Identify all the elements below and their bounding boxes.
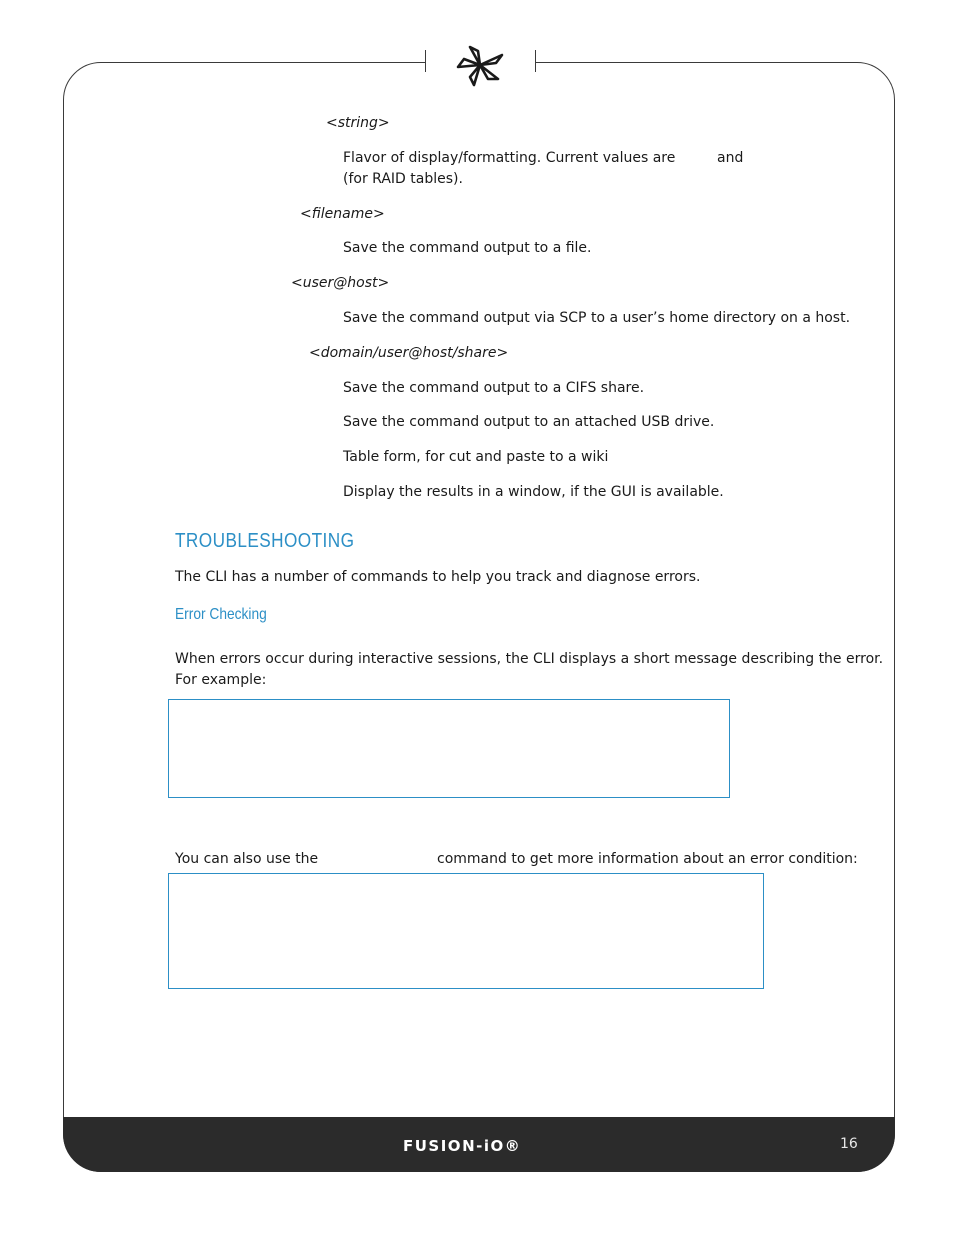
section-intro: The CLI has a number of commands to help you track and diagnose errors.	[175, 569, 701, 585]
option-user-host-desc: Save the command output via SCP to a user’s home directory on a host.	[343, 310, 851, 326]
option-string-desc-and: and	[717, 150, 744, 166]
option-gui-desc: Display the results in a window, if the GUI is available.	[343, 484, 724, 500]
paragraph-also-start: You can also use the	[175, 851, 319, 867]
option-filename-desc: Save the command output to a file.	[343, 240, 592, 256]
option-user-host: <user@host>	[291, 275, 390, 291]
section-title: TROUBLESHOOTING	[175, 530, 355, 552]
option-cifs-desc: Save the command output to a CIFS share.	[343, 380, 645, 396]
option-string-desc-cont: (for RAID tables).	[343, 171, 463, 187]
frame-tick-left	[425, 50, 426, 72]
code-example-box-2	[168, 873, 764, 989]
frame-tick-right	[535, 50, 536, 72]
brand-star-icon	[452, 43, 508, 87]
page-number: 16	[840, 1136, 858, 1152]
option-string: <string>	[326, 115, 390, 131]
paragraph-errors-line1: When errors occur during interactive sessions, the CLI displays a short message describing the error.	[175, 651, 884, 667]
option-filename: <filename>	[300, 206, 385, 222]
option-string-desc: Flavor of display/formatting. Current values are	[343, 150, 676, 166]
code-example-box	[168, 699, 730, 798]
paragraph-also-end: command to get more information about an error condition:	[437, 851, 858, 867]
paragraph-errors-line2: For example:	[175, 672, 267, 688]
option-cifs: <domain/user@host/share>	[309, 345, 509, 361]
footer-brand-logo: FUSION-iO®	[403, 1137, 522, 1155]
subsection-title: Error Checking	[175, 606, 267, 623]
option-usb-desc: Save the command output to an attached USB drive.	[343, 414, 715, 430]
option-wiki-desc: Table form, for cut and paste to a wiki	[343, 449, 609, 465]
